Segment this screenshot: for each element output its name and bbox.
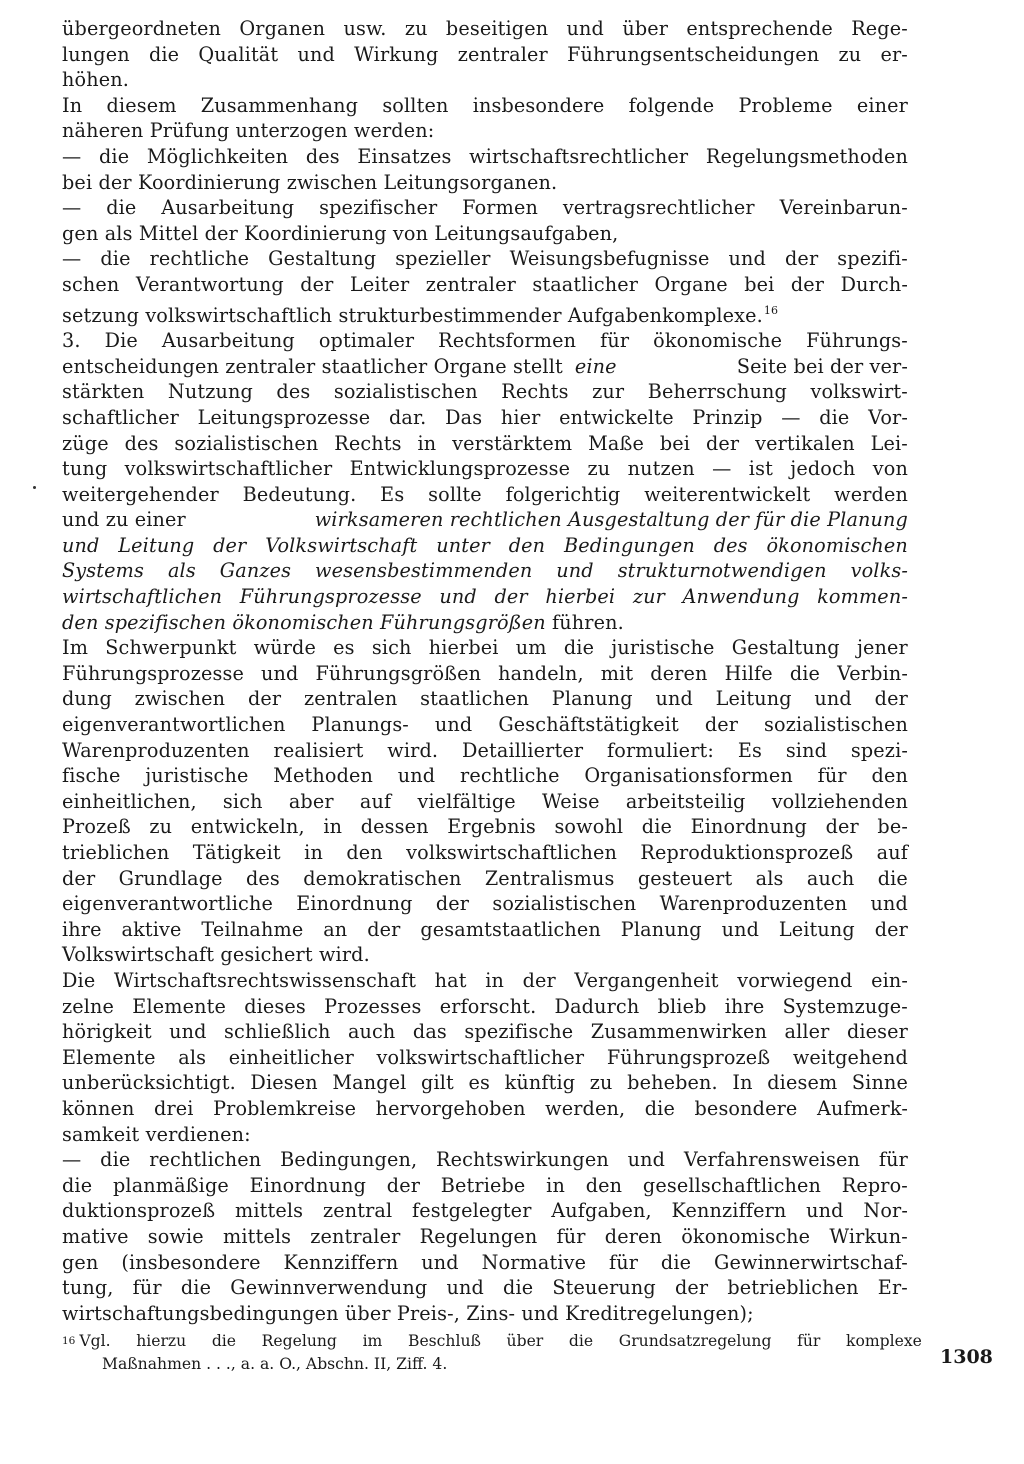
list-item-line: bei der Koordinierung zwischen Leitungsorganen. [62, 170, 558, 194]
text-line: zelne Elemente dieses Prozesses erforscht. Dadurch blieb ihre Systemzuge- [62, 994, 908, 1018]
text-line: der Grundlage des demokratischen Zentralismus gesteuert als auch die [62, 866, 908, 890]
text-line [62, 507, 908, 533]
text-line: schaftlicher Leitungsprozesse dar. Das hier entwickelte Prinzip — die Vor- [62, 405, 908, 429]
text-line: weitergehender Bedeutung. Es sollte folgerichtig weiterentwickelt werden [62, 482, 908, 506]
page-number: 1308 [940, 1346, 993, 1368]
text-line: stärkten Nutzung des sozialistischen Rechts zur Beherrschung volkswirt- [62, 380, 908, 404]
text-line: einheitlichen, sich aber auf vielfältige Weise arbeitsteilig vollziehenden [62, 789, 908, 813]
text-line: hörigkeit und schließlich auch das spezifische Zusammenwirken aller dieser [62, 1020, 908, 1044]
emphasis-text: eine [574, 354, 617, 378]
list-item-line: — die Möglichkeiten des Einsatzes wirtschaftsrechtlicher Regelungsmethoden [62, 144, 908, 168]
text-line [62, 610, 908, 636]
text-line: Warenproduzenten realisiert wird. Detaillierter formuliert: Es sind spezi- [62, 738, 908, 762]
text-line: eigenverantwortlichen Planungs- und Geschäftstätigkeit der sozialistischen [62, 713, 908, 737]
footnote-number: 16 [62, 1335, 76, 1347]
body-text [62, 16, 908, 1326]
emphasis-line: und Leitung der Volkswirtschaft unter den Bedingungen des ökonomischen [62, 533, 908, 557]
text-line: trieblichen Tätigkeit in den volkswirtschaftlichen Reproduktionsprozeß auf [62, 841, 908, 864]
footnote-text: Vgl. hierzu die Regelung im Beschluß über die Grundsatzregelung für komplexe [79, 1332, 922, 1350]
list-item-line: wirtschaftungsbedingungen über Preis-, Zins- und Kreditregelungen); [62, 1301, 754, 1325]
text-line [62, 354, 908, 380]
list-item-line: gen als Mittel der Koordinierung von Leitungsaufgaben, [62, 221, 619, 245]
text-line: Die Wirtschaftsrechtswissenschaft hat in der Vergangenheit vorwiegend ein- [62, 968, 908, 992]
scan-speck [33, 486, 36, 489]
emphasis-line: wirtschaftlichen Führungsprozesse und der hierbei zur Anwendung kommen- [62, 585, 908, 609]
list-item-line: — die rechtlichen Bedingungen, Rechtswirkungen und Verfahrensweisen für [62, 1148, 908, 1172]
text-line: 3. Die Ausarbeitung optimaler Rechtsformen für ökonomische Führungs- [62, 329, 908, 353]
emphasis-text: wirksameren rechtlichen Ausgestaltung der für die Planung [314, 508, 908, 532]
text-line: lungen die Qualität und Wirkung zentraler Führungsentscheidungen zu er- [62, 42, 908, 66]
list-item-line: schen Verantwortung der Leiter zentraler staatlicher Organe bei der Durch- [62, 272, 908, 296]
text-line: unberücksichtigt. Diesen Mangel gilt es künftig zu beheben. In diesem Sinne [62, 1071, 908, 1095]
line-text: Seite bei der ver- [736, 354, 908, 378]
text-line: können drei Problemkreise hervorgehoben werden, die besondere Aufmerk- [62, 1096, 908, 1120]
text-line: Führungsprozesse und Führungsgrößen handeln, mit deren Hilfe die Verbin- [62, 661, 908, 685]
emphasis-line: Systems als Ganzes wesensbestimmenden und strukturnotwendigen volks- [62, 559, 908, 583]
list-item-line: mative sowie mittels zentraler Regelungen für deren ökonomische Wirkun- [62, 1224, 908, 1248]
text-line: samkeit verdienen: [62, 1122, 251, 1146]
list-item-line: gen (insbesondere Kennziffern und Normative für die Gewinnerwirtschaf- [62, 1250, 908, 1274]
text-line: eigenverantwortliche Einordnung der sozialistischen Warenproduzenten und [62, 892, 908, 916]
text-line: züge des sozialistischen Rechts in verstärktem Maße bei der vertikalen Lei- [62, 431, 908, 455]
text-line: dung zwischen der zentralen staatlichen Planung und Leitung und der [62, 687, 908, 711]
text-line: näheren Prüfung unterzogen werden: [62, 119, 435, 143]
list-item-line: die planmäßige Einordnung der Betriebe in den gesellschaftlichen Repro- [62, 1173, 908, 1197]
list-item-line: — die rechtliche Gestaltung spezieller Weisungsbefugnisse und der spezifi- [62, 247, 908, 271]
list-item-line: — die Ausarbeitung spezifischer Formen vertragsrechtlicher Vereinbarun- [62, 196, 908, 220]
text-line: Im Schwerpunkt würde es sich hierbei um die juristische Gestaltung jener [62, 636, 908, 660]
line-text: entscheidungen zentraler staatlicher Organe stellt [62, 354, 563, 378]
line-text: setzung volkswirtschaftlich strukturbestimmender Aufgabenkomplexe. [62, 303, 763, 327]
footnote-reference: 16 [763, 303, 779, 317]
list-item-line [62, 298, 908, 329]
list-item-line: duktionsprozeß mittels zentral festgelegter Aufgaben, Kennziffern und Nor- [62, 1199, 908, 1223]
footnote-line: Maßnahmen . . ., a. a. O., Abschn. II, Ziff. 4. [102, 1355, 448, 1373]
line-text: führen. [552, 610, 624, 634]
text-line: ihre aktive Teilnahme an der gesamtstaatlichen Planung und Leitung der [62, 917, 908, 941]
text-line: höhen. [62, 68, 129, 92]
list-item-line: tung, für die Gewinnverwendung und die Steuerung der betrieblichen Er- [62, 1276, 908, 1300]
footnote [62, 1330, 922, 1376]
text-line: Prozeß zu entwickeln, in dessen Ergebnis sowohl die Einordnung der be- [62, 815, 908, 839]
text-line: In diesem Zusammenhang sollten insbesondere folgende Probleme einer [62, 93, 908, 117]
footnote-line [62, 1330, 922, 1353]
text-line: Elemente als einheitlicher volkswirtschaftlicher Führungsprozeß weitgehend [62, 1045, 908, 1069]
emphasis-text: den spezifischen ökonomischen Führungsgrößen [62, 610, 546, 634]
line-text: und zu einer [62, 508, 186, 532]
text-line: übergeordneten Organen usw. zu beseitigen und über entsprechende Rege- [62, 17, 908, 40]
text-line: Volkswirtschaft gesichert wird. [62, 943, 370, 967]
text-line: fische juristische Methoden und rechtliche Organisationsformen für den [62, 764, 908, 788]
text-line: tung volkswirtschaftlicher Entwicklungsprozesse zu nutzen — ist jedoch von [62, 457, 908, 481]
